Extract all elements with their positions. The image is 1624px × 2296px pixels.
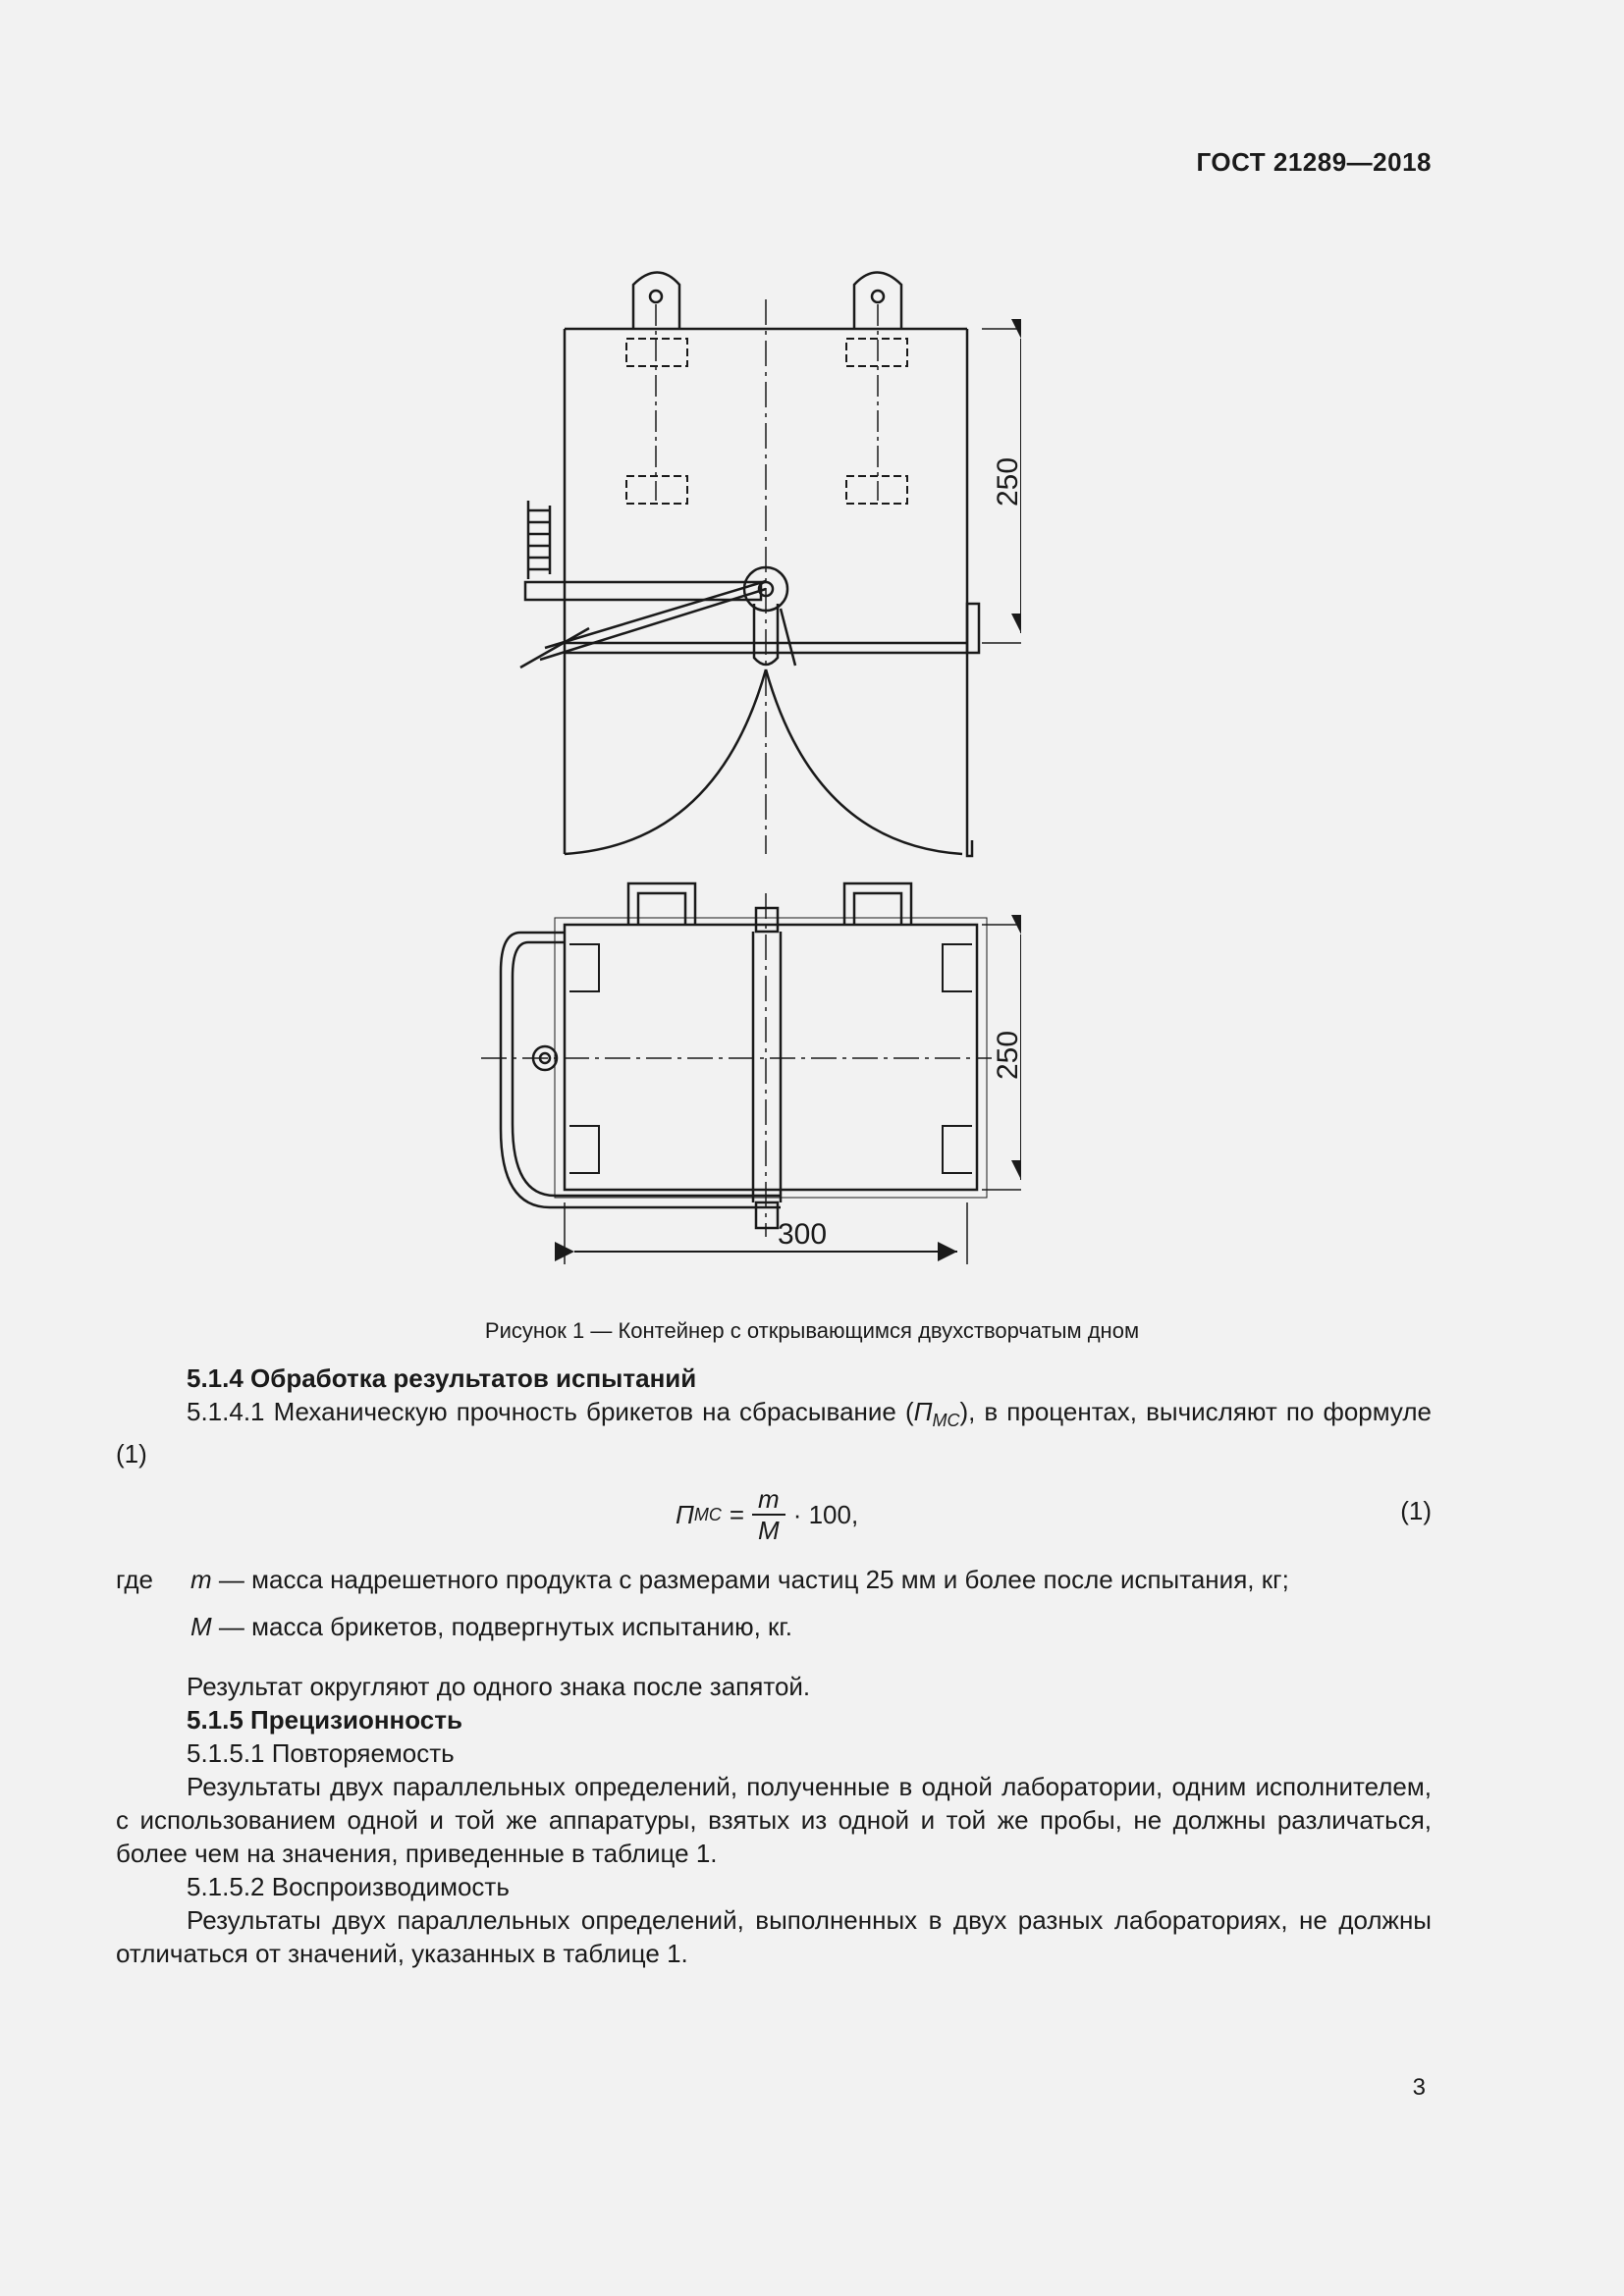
spring <box>528 501 550 579</box>
formula-1: П МС = $\frac{m}{M}$ · 100, (1) <box>676 1484 1432 1545</box>
where-legend: где m — масса надрешетного продукта с размерами частиц 25 мм и более после испытания, кг; M — масса брикетов, подвергнутых испытанию, кг. <box>116 1565 1289 1641</box>
figure-container-drawing <box>471 265 1021 1286</box>
document-code: ГОСТ 21289—2018 <box>1196 147 1432 177</box>
subsection-title-5151: 5.1.5.1 Повторяемость <box>187 1738 455 1768</box>
paragraph-5-1-4-1: 5.1.4.1 Механическую прочность брикетов на сбрасывание $(П_{МС})$, в процентах, вычисляют по формуле (1) <box>116 1397 1432 1469</box>
subsection-title-5152: 5.1.5.2 Воспроизводимость <box>187 1872 510 1901</box>
rounding-note: Результат округляют до одного знака после запятой. <box>187 1672 811 1701</box>
paragraph-reproducibility: Результаты двух параллельных определений, выполненных в двух разных лабораториях, не должны отличаться от значений, указанных в таблице 1. <box>116 1905 1432 1968</box>
container-body-outline <box>565 329 972 856</box>
paragraph-repeatability: Результаты двух параллельных определений, полученные в одной лаборатории, одним исполнителем, с использованием одной и той же аппаратуры, взятых из одной и той же пробы, не должны различаться, более чем на значения, приведенные в таблице 1. <box>116 1772 1432 1868</box>
dim-bottom-width: 300 <box>778 1218 828 1251</box>
figure-caption: Рисунок 1 — Контейнер с открывающимся двухстворчатым дном <box>484 1318 1140 1343</box>
formula-number: (1) <box>1400 1496 1432 1525</box>
container-plan-outline <box>565 925 977 1190</box>
section-5-1-5 <box>116 1670 1432 1970</box>
dim-bottom-height: 250 <box>992 1030 1021 1080</box>
formula-lhs: П <box>676 1499 694 1529</box>
technical-drawing <box>471 265 1021 1286</box>
formula-fraction: $\frac{m}{M}$ <box>752 1484 785 1545</box>
page-number: 3 <box>1412 2074 1426 2101</box>
section-heading: 5.1.4 Обработка результатов испытаний <box>187 1363 697 1393</box>
dim-top-height: 250 <box>992 456 1021 507</box>
section-heading-515: 5.1.5 Прецизионность <box>187 1705 462 1735</box>
section-5-1-4 <box>116 1362 1432 1470</box>
